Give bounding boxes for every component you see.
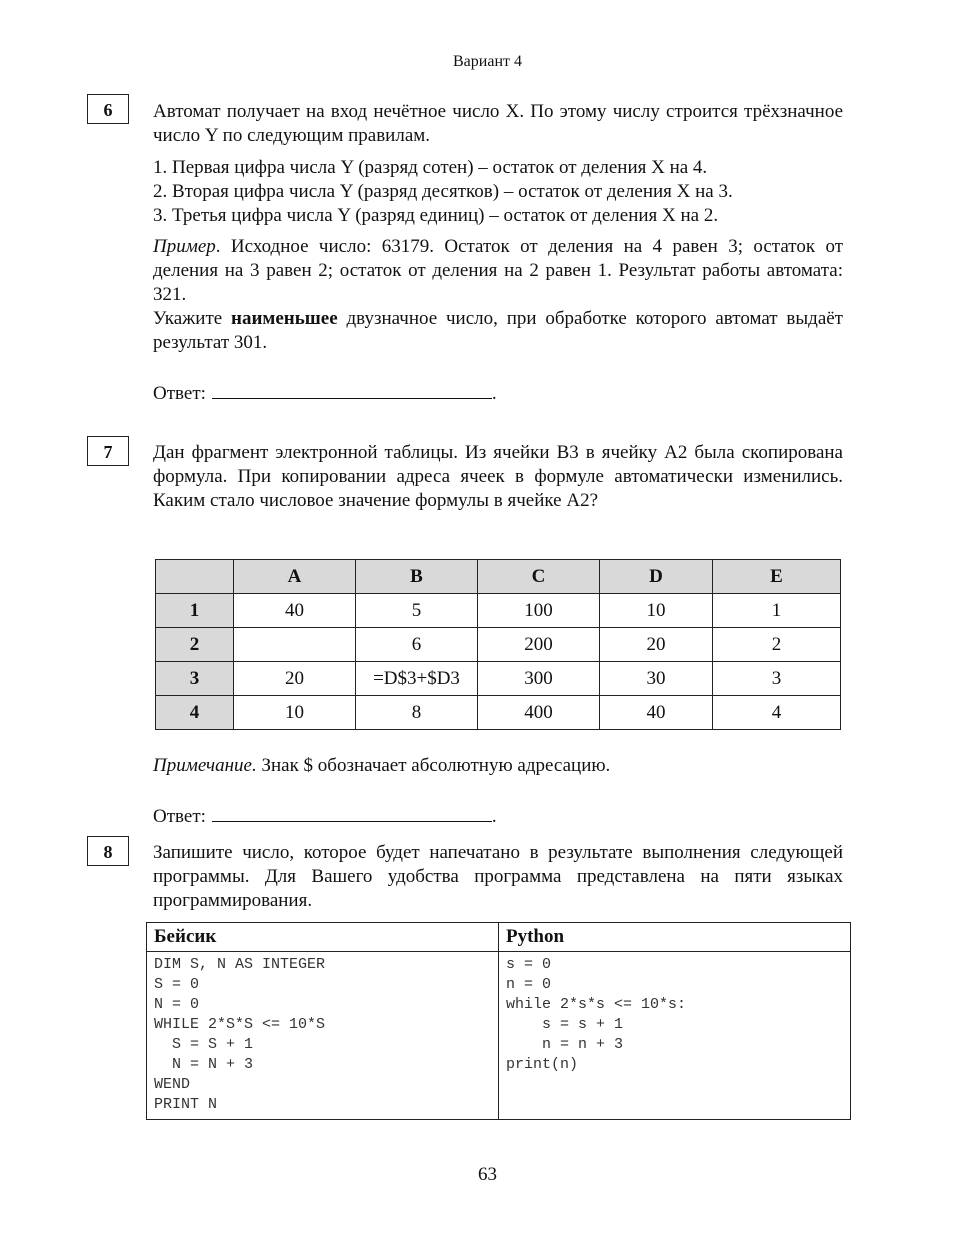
note-label: Примечание. bbox=[153, 755, 257, 776]
note-text: Знак $ обозначает абсолютную адресацию. bbox=[256, 755, 611, 776]
example-text: . Исходное число: 63179. Остаток от деления на 4 равен 3; остаток от деления на 3 равен 2; остаток от деления на 2 равен 1. Результат работы автомата: 321. bbox=[153, 236, 843, 305]
table-cell: 30 bbox=[600, 662, 713, 696]
column-header: D bbox=[600, 560, 713, 594]
question-6-number: 6 bbox=[87, 94, 129, 124]
table-cell: 200 bbox=[478, 628, 600, 662]
page-header: Вариант 4 bbox=[453, 53, 522, 70]
table-cell: 20 bbox=[234, 662, 356, 696]
table-cell: 3 bbox=[713, 662, 841, 696]
task-emphasis: наименьшее bbox=[231, 308, 338, 329]
code-table bbox=[146, 922, 851, 1120]
question-7-note bbox=[153, 754, 843, 778]
code-header-row bbox=[147, 923, 851, 952]
row-header: 1 bbox=[156, 594, 234, 628]
table-row bbox=[156, 662, 841, 696]
column-header: B bbox=[356, 560, 478, 594]
table-cell: 8 bbox=[356, 696, 478, 730]
question-6-answer: Ответ: . bbox=[153, 380, 497, 406]
table-cell: 10 bbox=[234, 696, 356, 730]
rule-item: 2. Вторая цифра числа Y (разряд десятков) – остаток от деления X на 3. bbox=[153, 181, 733, 202]
column-header: A bbox=[234, 560, 356, 594]
question-6-example bbox=[153, 235, 843, 355]
spreadsheet-table bbox=[155, 559, 841, 730]
table-cell: 4 bbox=[713, 696, 841, 730]
table-row bbox=[156, 594, 841, 628]
table-cell: 100 bbox=[478, 594, 600, 628]
table-row bbox=[156, 696, 841, 730]
question-7-number: 7 bbox=[87, 436, 129, 466]
answer-field[interactable] bbox=[212, 380, 492, 399]
table-row bbox=[156, 628, 841, 662]
question-7-text: Дан фрагмент электронной таблицы. Из ячейки B3 в ячейку A2 была скопирована формула. При копировании адреса ячеек в формуле автоматически изменились. Каким стало числовое значение формулы в ячейке A2? bbox=[153, 442, 843, 511]
corner-cell bbox=[156, 560, 234, 594]
table-cell: 2 bbox=[713, 628, 841, 662]
table-cell: =D$3+$D3 bbox=[356, 662, 478, 696]
question-8-number: 8 bbox=[87, 836, 129, 866]
table-header-row bbox=[156, 560, 841, 594]
table-cell: 5 bbox=[356, 594, 478, 628]
row-header: 4 bbox=[156, 696, 234, 730]
column-header: C bbox=[478, 560, 600, 594]
code-basic: DIM S, N AS INTEGER S = 0 N = 0 WHILE 2*S*S <= 10*S S = S + 1 N = N + 3 WEND PRINT N bbox=[147, 952, 499, 1120]
row-header: 2 bbox=[156, 628, 234, 662]
table-cell: 40 bbox=[234, 594, 356, 628]
language-header-basic: Бейсик bbox=[147, 923, 499, 952]
question-6-intro: Автомат получает на вход нечётное число X. По этому числу строится трёхзначное число Y по следующим правилам. bbox=[153, 101, 843, 146]
table-cell bbox=[234, 628, 356, 662]
question-7-answer: Ответ: . bbox=[153, 803, 497, 829]
row-header: 3 bbox=[156, 662, 234, 696]
question-6-task: Укажите наименьшее двузначное число, при обработке которого автомат выдаёт результат 301. bbox=[153, 308, 843, 353]
rule-item: 1. Первая цифра числа Y (разряд сотен) – остаток от деления X на 4. bbox=[153, 157, 708, 178]
table-cell: 1 bbox=[713, 594, 841, 628]
column-header: E bbox=[713, 560, 841, 594]
question-8-text: Запишите число, которое будет напечатано в результате выполнения следующей программы. Для Вашего удобства программа представлена на пяти языках программирования. bbox=[153, 842, 843, 911]
answer-label: Ответ: bbox=[153, 806, 206, 827]
answer-label: Ответ: bbox=[153, 383, 206, 404]
code-row bbox=[147, 952, 851, 1120]
rule-item: 3. Третья цифра числа Y (разряд единиц) – остаток от деления X на 2. bbox=[153, 205, 719, 226]
table-cell: 20 bbox=[600, 628, 713, 662]
table-cell: 300 bbox=[478, 662, 600, 696]
example-label: Пример bbox=[153, 236, 216, 257]
answer-field[interactable] bbox=[212, 803, 492, 822]
table-cell: 400 bbox=[478, 696, 600, 730]
table-cell: 6 bbox=[356, 628, 478, 662]
language-header-python: Python bbox=[499, 923, 851, 952]
code-python: s = 0 n = 0 while 2*s*s <= 10*s: s = s + 1 n = n + 3 print(n) bbox=[499, 952, 851, 1120]
table-cell: 10 bbox=[600, 594, 713, 628]
table-cell: 40 bbox=[600, 696, 713, 730]
question-6-rules bbox=[153, 156, 843, 228]
page-number: 63 bbox=[478, 1164, 497, 1185]
